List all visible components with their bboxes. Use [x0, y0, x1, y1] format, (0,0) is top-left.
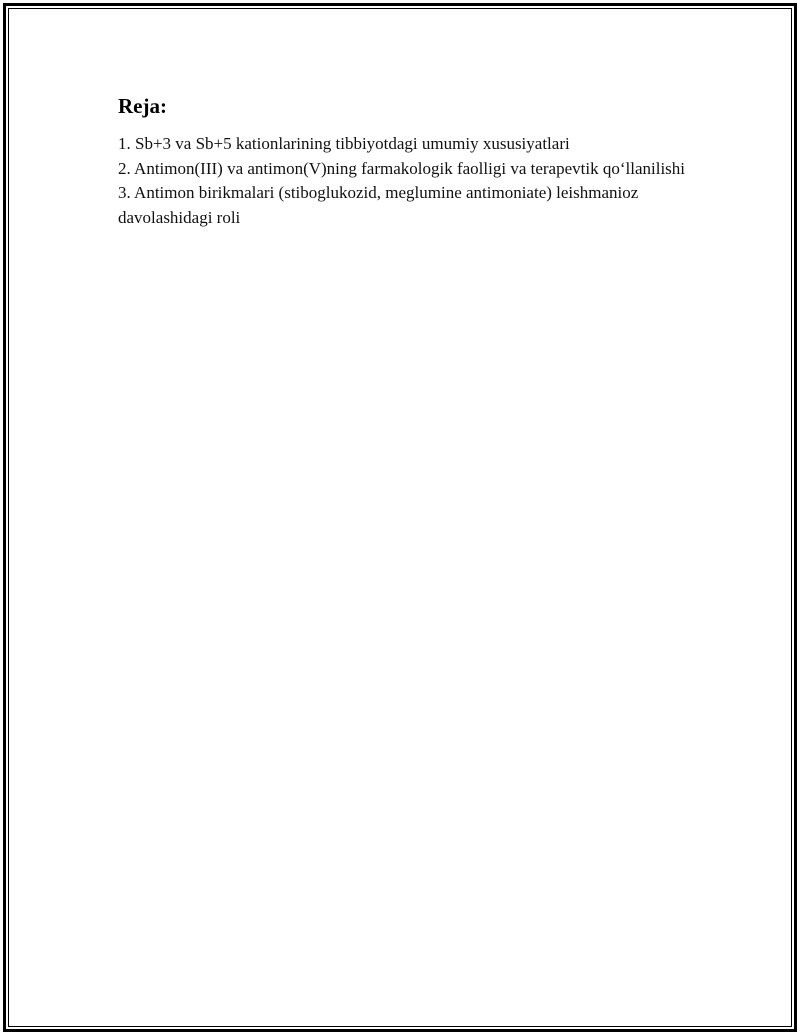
plan-list	[118, 132, 698, 230]
plan-item-2: 2. Antimon(III) va antimon(V)ning farmakologik faolligi va terapevtik qo‘llanilishi	[118, 158, 686, 178]
plan-heading: Reja:	[118, 94, 167, 118]
plan-item-1: 1. Sb+3 va Sb+5 kationlarining tibbiyotdagi umumiy xususiyatlari	[118, 134, 570, 153]
plan-item-3: 3. Antimon birikmalari (stiboglukozid, meglumine antimoniate) leishmanioz davolashidagi roli	[118, 183, 639, 227]
page-content	[118, 92, 698, 230]
